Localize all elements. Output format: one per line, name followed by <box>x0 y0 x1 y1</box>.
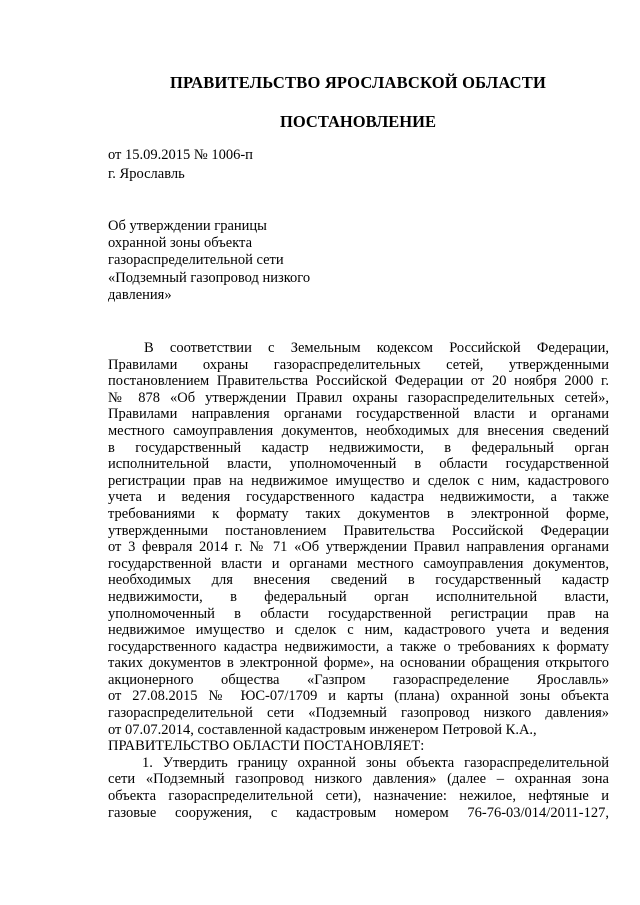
subject-line: охранной зоны объекта <box>108 235 253 252</box>
body-line: постановлением Правительства Российской Федерации от 20 ноября 2000 г. <box>108 373 609 390</box>
government-title: ПРАВИТЕЛЬСТВО ЯРОСЛАВСКОЙ ОБЛАСТИ <box>169 73 547 92</box>
body-line: государственной власти и органами местного самоуправления документов, <box>108 555 609 572</box>
date-number: от 15.09.2015 № 1006-п <box>108 147 253 163</box>
resolution-line: ПРАВИТЕЛЬСТВО ОБЛАСТИ ПОСТАНОВЛЯЕТ: <box>108 738 425 755</box>
body-line: необходимых для внесения сведений в государственный кадастр <box>108 572 609 589</box>
subject-line: Об утверждении границы <box>108 218 267 234</box>
body-line: утвержденными постановлением Правительства Российской Федерации <box>108 522 609 539</box>
body-line: регистрации прав на недвижимое имущество и сделок с ним, кадастрового <box>108 472 609 489</box>
body-line: от 07.07.2014, составленной кадастровым инженером Петровой К.А., <box>108 721 537 738</box>
subject-line: газораспределительной сети <box>108 252 284 269</box>
body-line: В соответствии с Земельным кодексом Российской Федерации, <box>144 340 609 356</box>
document-body <box>108 340 609 821</box>
body-line: Правилами охраны газораспределительных сетей, утвержденными <box>108 356 609 373</box>
city: г. Ярославль <box>108 166 185 182</box>
body-line: таких документов в электронной форме», на основании обращения открытого <box>108 655 609 672</box>
body-line: от 27.08.2015 № ЮС-07/1709 и карты (плана) охранной зоны объекта <box>108 688 609 705</box>
body-line: в государственный кадастр недвижимости, в федеральный орган <box>108 439 609 456</box>
document-type: ПОСТАНОВЛЕНИЕ <box>280 112 436 131</box>
subject-line: «Подземный газопровод низкого <box>108 269 311 286</box>
body-line: объекта газораспределительной сети), назначение: нежилое, нефтяные и <box>108 788 609 805</box>
subject-line: давления» <box>108 286 172 303</box>
body-line: государственного кадастра недвижимости, а также о требованиях к формату <box>108 638 609 655</box>
body-line: исполнительной власти, уполномоченный в области государственной <box>108 456 609 473</box>
body-line: недвижимое имущество и сделок с ним, кадастрового учета и ведения <box>108 622 609 639</box>
body-line: газораспределительной сети «Подземный газопровод низкого давления» <box>108 705 609 722</box>
body-line: акционерного общества «Газпром газораспределение Ярославль» <box>108 671 609 688</box>
body-line: недвижимости, в федеральный орган исполнительной власти, <box>108 588 609 605</box>
body-line: требованиями к формату таких документов в электронной форме, <box>108 505 609 522</box>
body-line: местного самоуправления документов, необходимых для внесения сведений <box>108 422 609 439</box>
body-line: уполномоченный в области государственной регистрации прав на <box>108 605 609 622</box>
body-line: № 878 «Об утверждении Правил охраны газораспределительных сетей», <box>108 389 609 406</box>
document-meta <box>108 146 253 184</box>
document-subject <box>108 218 310 304</box>
body-line: Правилами направления органами государственной власти и органами <box>108 406 609 423</box>
body-line: сети «Подземный газопровод низкого давления» (далее – охранная зона <box>108 771 609 788</box>
body-line: 1. Утвердить границу охранной зоны объекта газораспределительной <box>142 754 609 771</box>
body-line: газовые сооружения, с кадастровым номером 76-76-03/014/2011-127, <box>108 804 609 821</box>
body-line: от 3 февраля 2014 г. № 71 «Об утверждении Правил направления органами <box>108 539 609 556</box>
body-line: учета и ведения государственного кадастра недвижимости, а также <box>108 489 609 506</box>
